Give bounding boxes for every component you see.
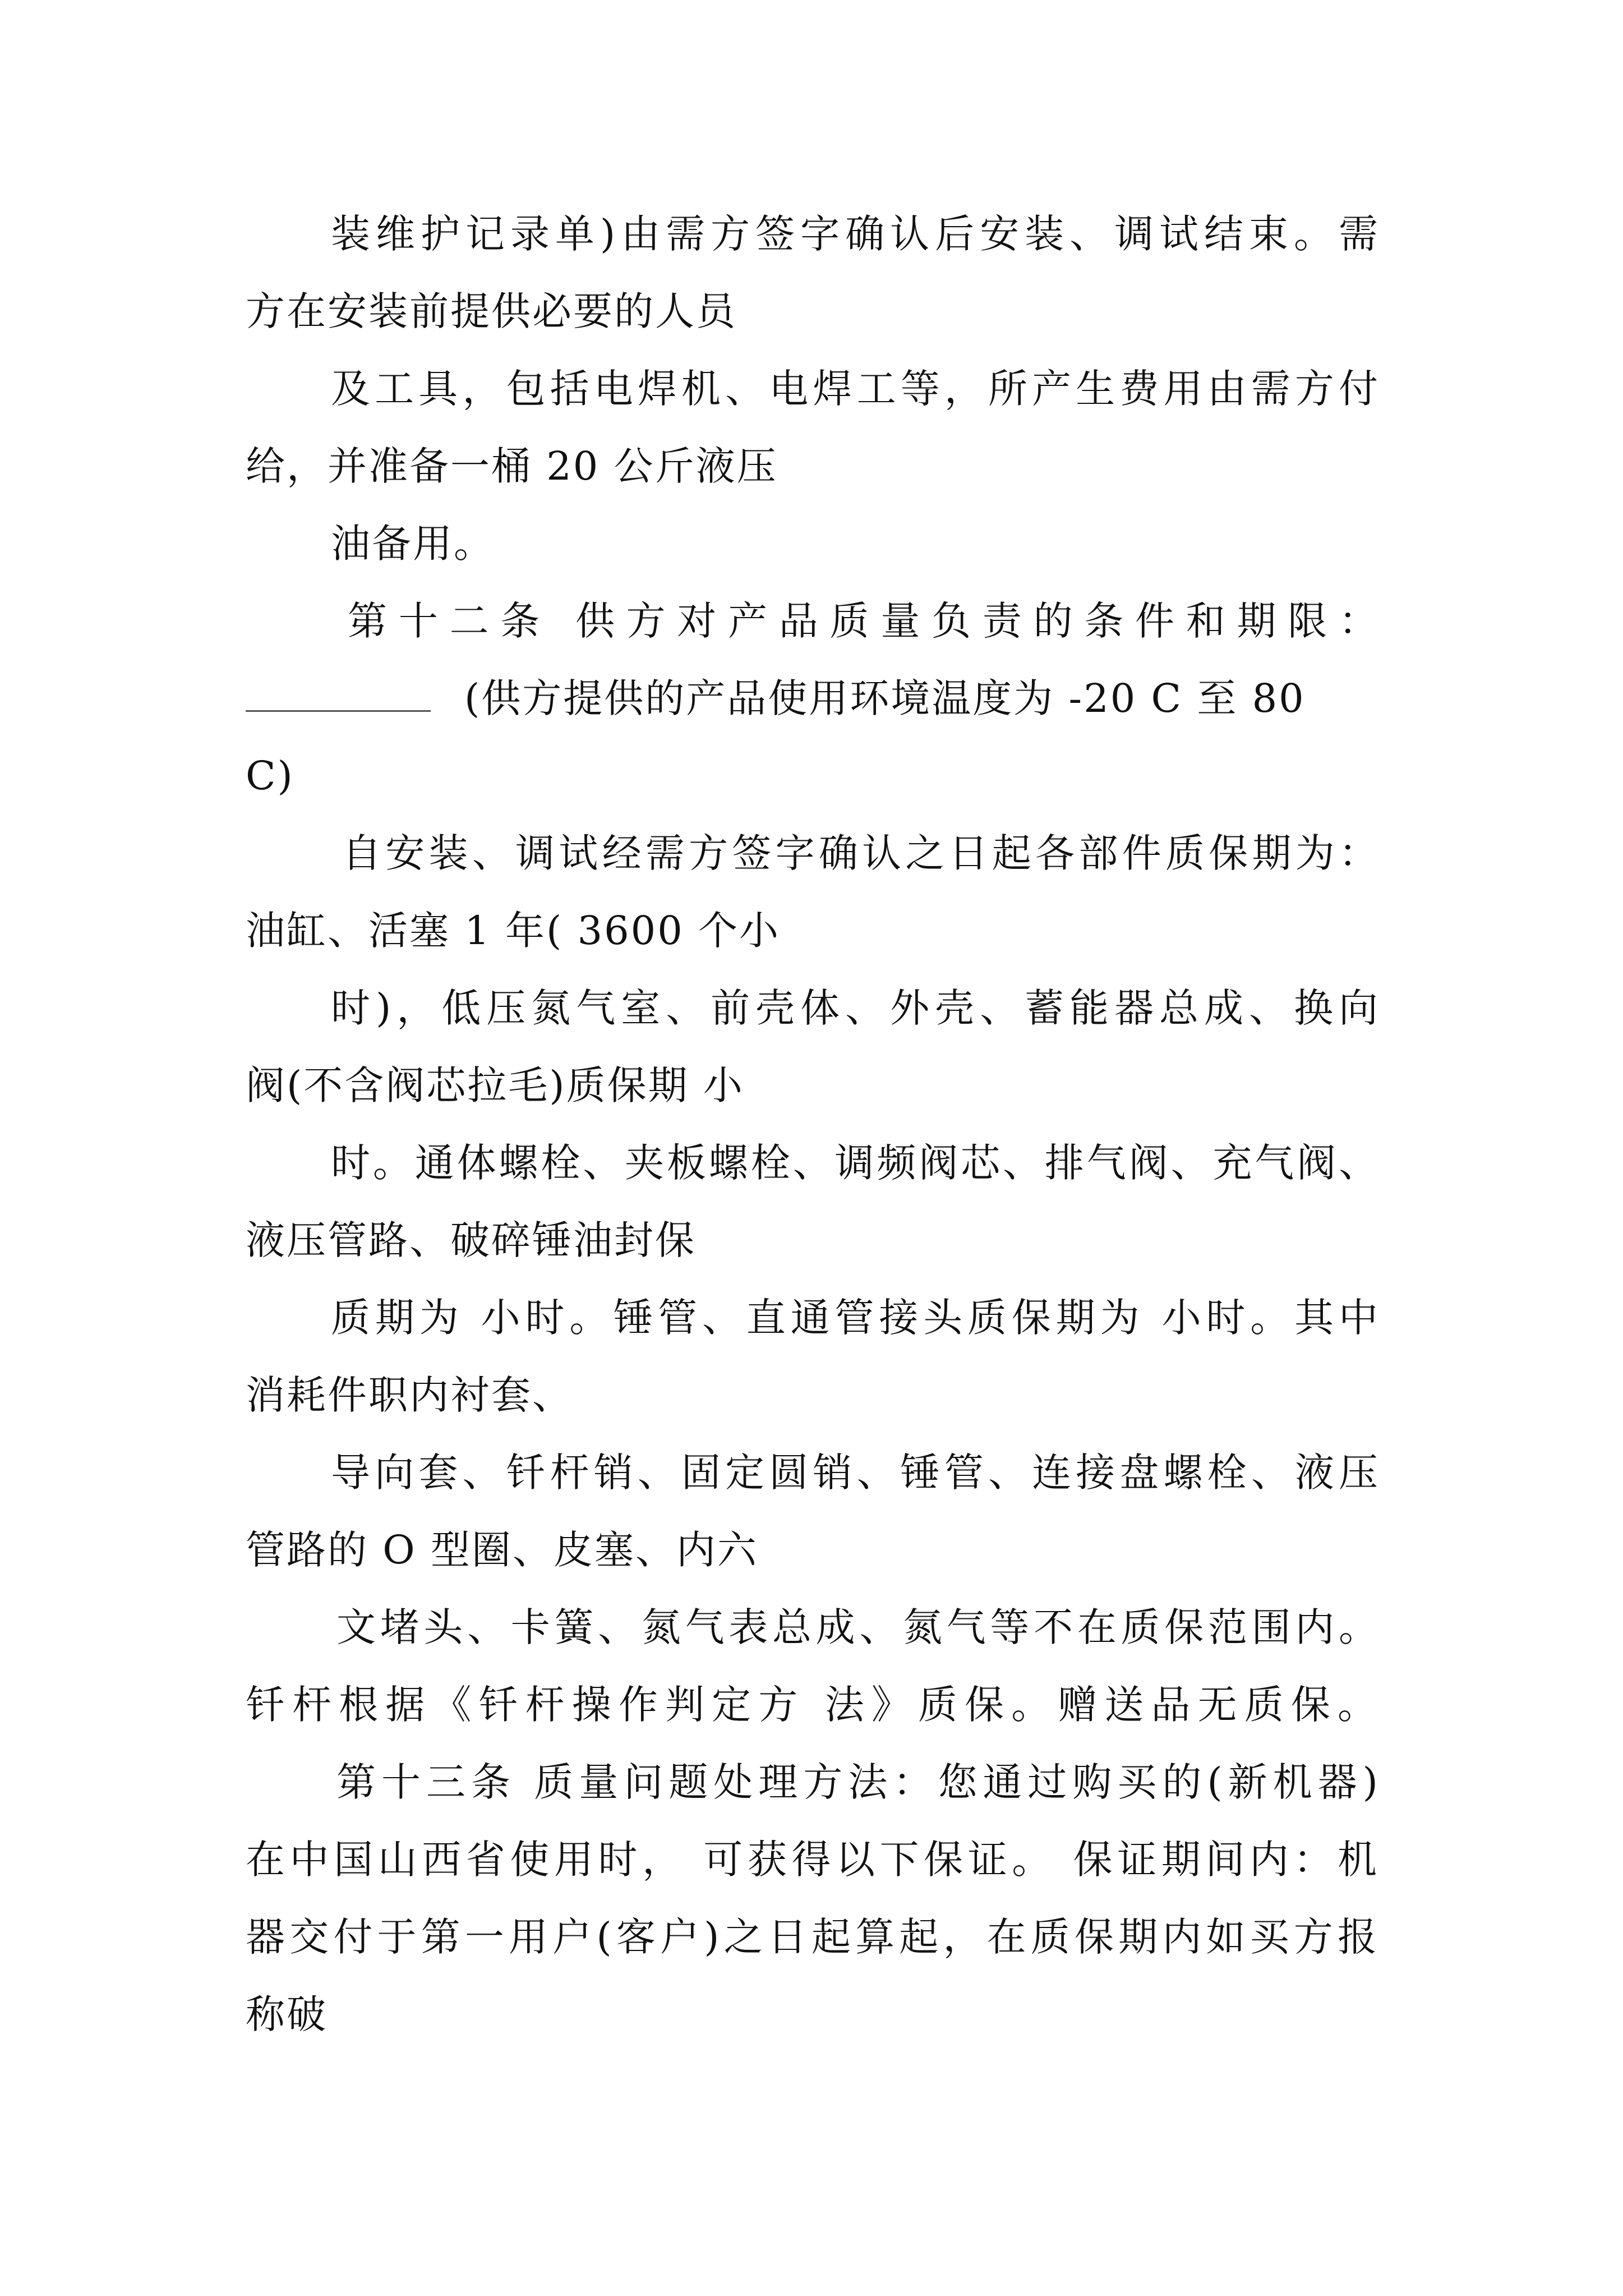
paragraph-line: 油备用。: [331, 521, 495, 567]
paragraph-line: 给，并准备一桶 20 公斤液压: [246, 443, 778, 489]
paragraph-line: 消耗件职内衬套、: [246, 1372, 573, 1418]
paragraph-line: 导向套、钎杆销、固定圆销、锤管、连接盘螺栓、液压: [331, 1450, 1380, 1496]
paragraph-line: C): [246, 753, 294, 799]
paragraph-line: 钎杆根据《钎杆操作判定方 法》质保。赠送品无质保。: [246, 1682, 1378, 1728]
paragraph-line: 方在安装前提供必要的人员: [246, 288, 737, 334]
paragraph-line: 管路的 O 型圈、皮塞、内六: [246, 1527, 758, 1573]
article-heading: 第十三条 质量问题处理方法：您通过购买的(新机器): [336, 1759, 1380, 1805]
paragraph-line: 质期为 小时。锤管、直通管接头质保期为 小时。其中: [331, 1295, 1380, 1341]
paragraph-line: 装维护记录单)由需方签字确认后安装、调试结束。需: [331, 211, 1380, 257]
paragraph-line: 及工具，包括电焊机、电焊工等，所产生费用由需方付: [331, 366, 1380, 412]
paragraph-line: [246, 673, 1378, 724]
paragraph-line: 称破: [246, 1991, 328, 2037]
paragraph-line: 时)，低压氮气室、前壳体、外壳、蓄能器总成、换向: [331, 985, 1380, 1031]
paragraph-text: (供方提供的产品使用环境温度为 -20 C 至 80: [464, 675, 1306, 721]
paragraph-line: 油缸、活塞 1 年( 3600 个小: [246, 908, 780, 954]
paragraph-line: 器交付于第一用户(客户)之日起算起，在质保期内如买方报: [246, 1914, 1378, 1960]
article-heading: 第十二条 供方对产品质量负责的条件和期限：: [348, 598, 1380, 644]
paragraph-line: 液压管路、破碎锤油封保: [246, 1217, 696, 1263]
paragraph-line: 自安装、调试经需方签字确认之日起各部件质保期为：: [342, 830, 1380, 876]
paragraph-line: 时。通体螺栓、夹板螺栓、调频阀芯、排气阀、充气阀、: [331, 1140, 1380, 1186]
paragraph-line: 在中国山西省使用时， 可获得以下保证。 保证期间内：机: [246, 1837, 1378, 1883]
fill-in-blank: [246, 675, 431, 712]
paragraph-line: 文堵头、卡簧、氮气表总成、氮气等不在质保范围内。: [336, 1604, 1380, 1650]
paragraph-line: 阀(不含阀芯拉毛)质保期 小: [246, 1062, 744, 1108]
